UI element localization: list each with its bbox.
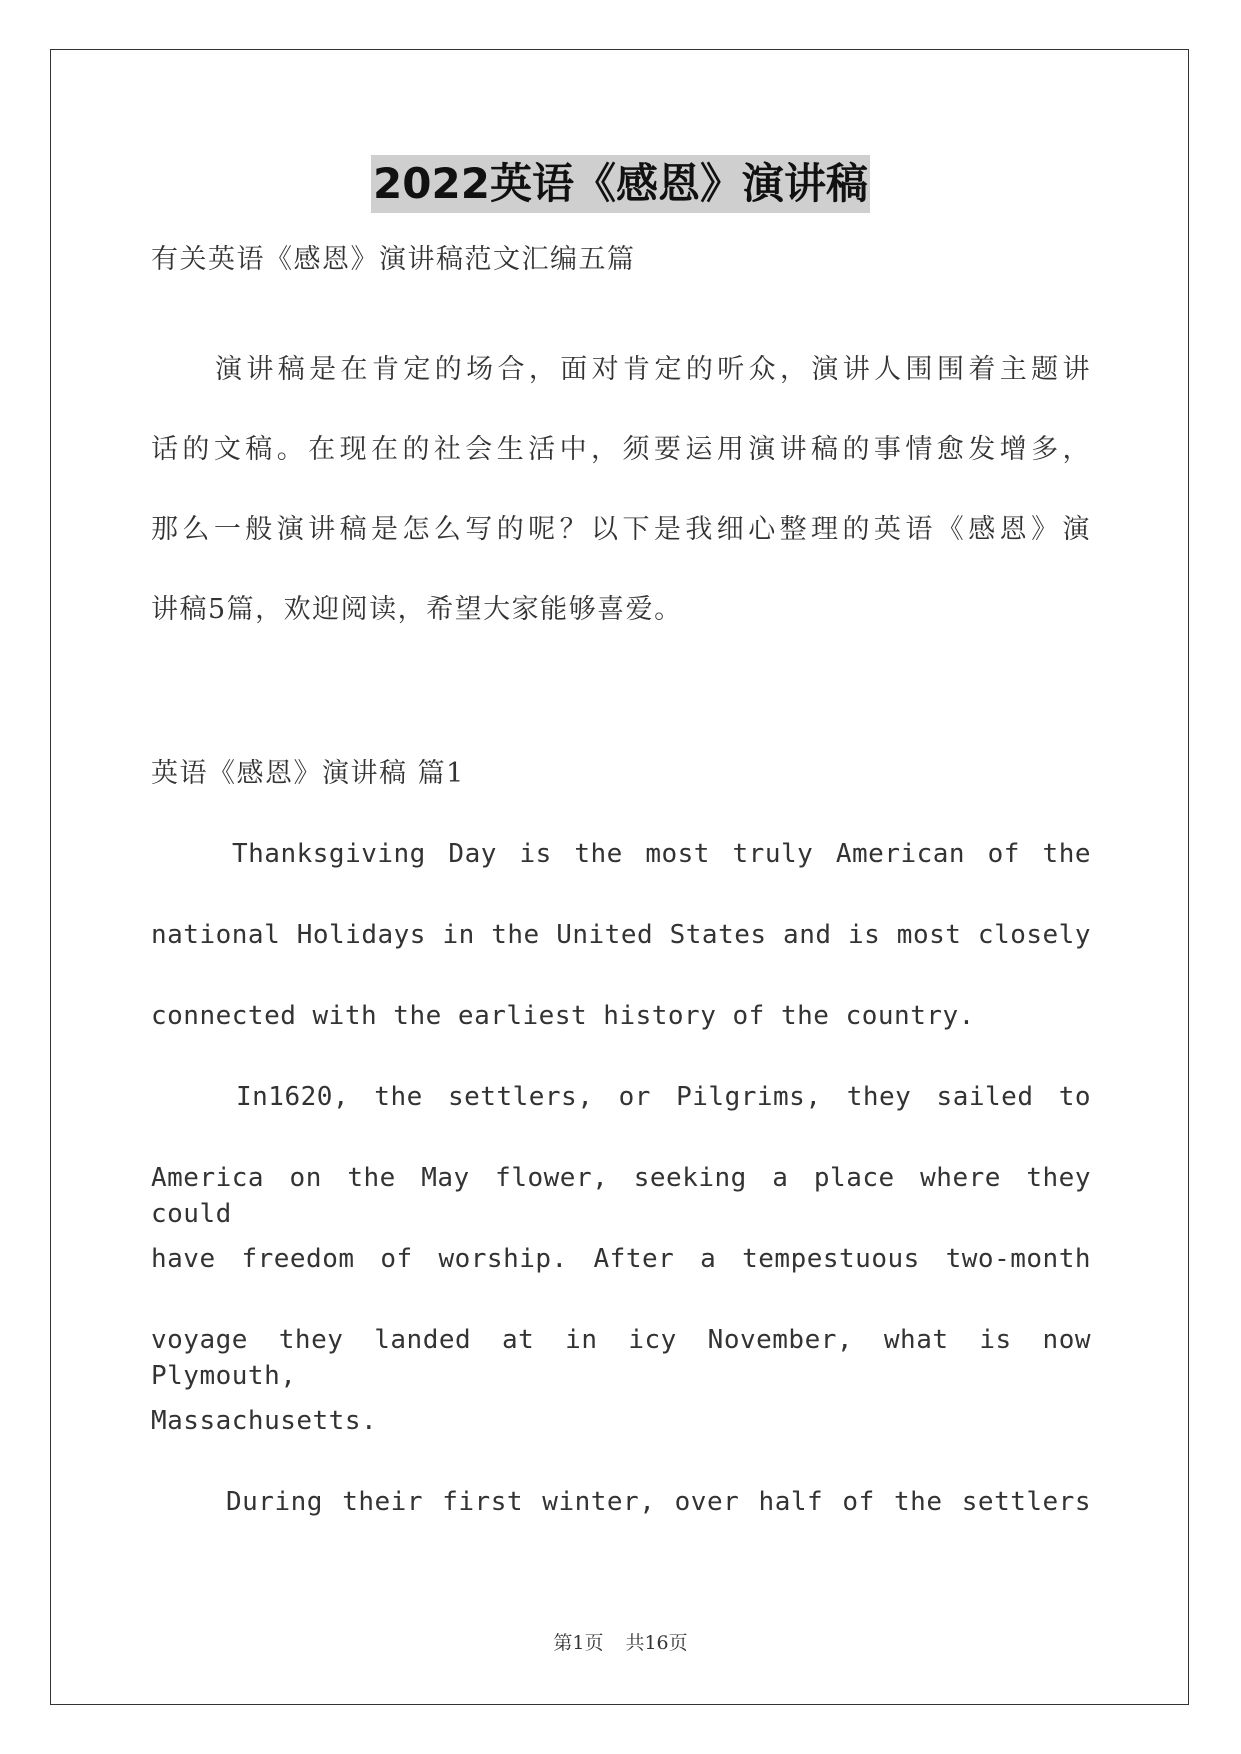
intro-paragraph-line: 讲稿5篇，欢迎阅读，希望大家能够喜爱。	[151, 594, 683, 625]
page-footer	[0, 1628, 1241, 1655]
intro-paragraph-line: 那么一般演讲稿是怎么写的呢？以下是我细心整理的英语《感恩》演	[151, 514, 1091, 545]
section-heading: 英语《感恩》演讲稿 篇1	[151, 758, 465, 789]
body-text-line: Massachusetts.	[151, 1406, 378, 1436]
body-text-line: America on the May flower, seeking a place where they could	[151, 1163, 1091, 1229]
intro-paragraph-line: 演讲稿是在肯定的场合，面对肯定的听众，演讲人围围着主题讲	[215, 354, 1091, 385]
body-text-line: In1620, the settlers, or Pilgrims, they sailed to	[236, 1082, 1091, 1112]
body-text-line: national Holidays in the United States and is most closely	[151, 920, 1091, 950]
body-text-line: voyage they landed at in icy November, what is now Plymouth,	[151, 1325, 1091, 1391]
page-number: 第1页	[553, 1632, 604, 1654]
document-title: 2022英语《感恩》演讲稿	[371, 155, 870, 213]
body-text-line: connected with the earliest history of the country.	[151, 1001, 975, 1031]
body-text-line: During their first winter, over half of the settlers	[226, 1487, 1091, 1517]
title-container	[0, 155, 1241, 213]
document-subtitle: 有关英语《感恩》演讲稿范文汇编五篇	[151, 244, 636, 275]
intro-paragraph-line: 话的文稿。在现在的社会生活中，须要运用演讲稿的事情愈发增多，	[151, 434, 1091, 465]
body-text-line: Thanksgiving Day is the most truly American of the	[232, 839, 1091, 869]
body-text-line: have freedom of worship. After a tempestuous two-month	[151, 1244, 1091, 1274]
total-pages: 共16页	[625, 1632, 688, 1654]
page-border	[50, 49, 1189, 1705]
